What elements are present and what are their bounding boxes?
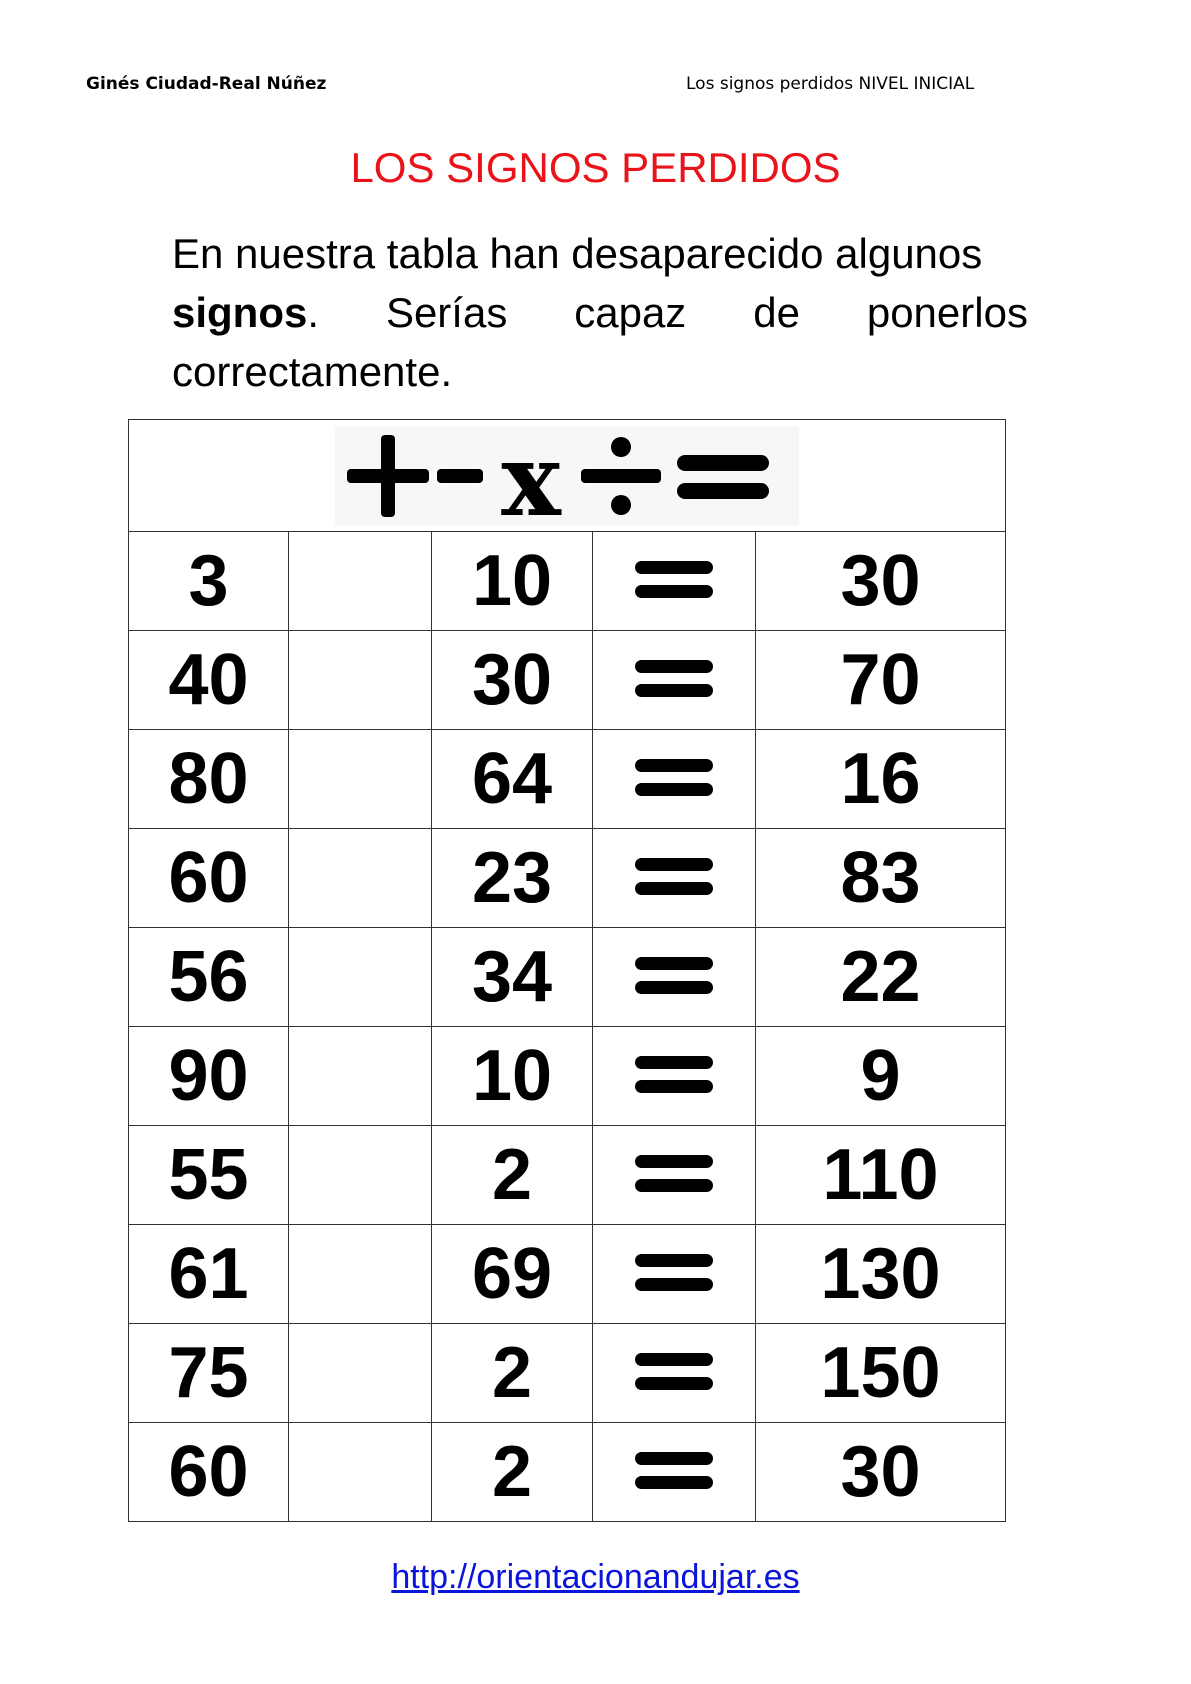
result-number: 16 [756, 730, 1006, 829]
instructions-keyword: signos. [172, 289, 320, 336]
instructions-line-3: correctamente. [172, 348, 453, 395]
equals-sign-icon [633, 1440, 715, 1500]
equals-cell [593, 631, 756, 730]
instructions-word: ponerlos [866, 289, 1028, 336]
missing-sign-cell[interactable] [289, 1324, 432, 1423]
instructions-line-1: En nuestra tabla han desaparecido algunos [172, 230, 983, 277]
first-number: 80 [129, 730, 289, 829]
equals-sign-icon [677, 455, 769, 499]
instructions-word: Serías [385, 289, 508, 336]
first-number: 60 [129, 829, 289, 928]
equals-cell [593, 928, 756, 1027]
table-row [129, 532, 1006, 631]
table-row [129, 730, 1006, 829]
symbols-header-cell [129, 420, 1006, 532]
table-row [129, 1225, 1006, 1324]
table-row [129, 1027, 1006, 1126]
equals-sign-icon [633, 1143, 715, 1203]
result-number: 30 [756, 1423, 1006, 1522]
math-symbols-graphic [337, 431, 797, 521]
first-number: 75 [129, 1324, 289, 1423]
second-number: 10 [432, 532, 593, 631]
second-number: 34 [432, 928, 593, 1027]
times-sign-icon [501, 431, 562, 521]
equals-sign-icon [633, 846, 715, 906]
equals-cell [593, 1126, 756, 1225]
table-row [129, 1324, 1006, 1423]
document-title: Los signos perdidos NIVEL INICIAL [686, 74, 975, 94]
second-number: 69 [432, 1225, 593, 1324]
second-number: 64 [432, 730, 593, 829]
table-row [129, 631, 1006, 730]
first-number: 55 [129, 1126, 289, 1225]
table-row [129, 829, 1006, 928]
math-symbols [335, 426, 799, 526]
equals-sign-icon [633, 1341, 715, 1401]
instructions-line-2 [172, 283, 1028, 342]
second-number: 23 [432, 829, 593, 928]
first-number: 60 [129, 1423, 289, 1522]
second-number: 2 [432, 1324, 593, 1423]
equals-cell [593, 1225, 756, 1324]
svg-text:x: x [501, 430, 561, 521]
second-number: 2 [432, 1423, 593, 1522]
result-number: 110 [756, 1126, 1006, 1225]
minus-sign-icon [437, 469, 483, 483]
second-number: 10 [432, 1027, 593, 1126]
missing-sign-cell[interactable] [289, 1027, 432, 1126]
equals-sign-icon [633, 747, 715, 807]
equals-cell [593, 1027, 756, 1126]
equals-sign-icon [633, 1044, 715, 1104]
equals-cell [593, 532, 756, 631]
missing-sign-cell[interactable] [289, 1423, 432, 1522]
author-name: Ginés Ciudad-Real Núñez [86, 74, 327, 94]
plus-sign-icon [347, 435, 429, 517]
table-row [129, 1126, 1006, 1225]
result-number: 30 [756, 532, 1006, 631]
result-number: 9 [756, 1027, 1006, 1126]
missing-sign-cell[interactable] [289, 631, 432, 730]
missing-sign-cell[interactable] [289, 1225, 432, 1324]
website-link[interactable]: http://orientacionandujar.es [391, 1558, 800, 1596]
divide-sign-icon [581, 437, 661, 515]
instructions [172, 224, 1028, 401]
instructions-word: de [753, 289, 800, 336]
result-number: 130 [756, 1225, 1006, 1324]
result-number: 83 [756, 829, 1006, 928]
equals-cell [593, 829, 756, 928]
result-number: 22 [756, 928, 1006, 1027]
page-title: LOS SIGNOS PERDIDOS [350, 144, 841, 191]
first-number: 40 [129, 631, 289, 730]
first-number: 56 [129, 928, 289, 1027]
equals-cell [593, 730, 756, 829]
missing-sign-cell[interactable] [289, 532, 432, 631]
equals-cell [593, 1423, 756, 1522]
signs-table [128, 419, 1006, 1522]
table-row [129, 1423, 1006, 1522]
missing-sign-cell[interactable] [289, 829, 432, 928]
result-number: 150 [756, 1324, 1006, 1423]
first-number: 61 [129, 1225, 289, 1324]
instructions-word: capaz [574, 289, 687, 336]
first-number: 3 [129, 532, 289, 631]
table-row [129, 928, 1006, 1027]
second-number: 2 [432, 1126, 593, 1225]
equals-cell [593, 1324, 756, 1423]
missing-sign-cell[interactable] [289, 928, 432, 1027]
second-number: 30 [432, 631, 593, 730]
result-number: 70 [756, 631, 1006, 730]
equals-sign-icon [633, 945, 715, 1005]
first-number: 90 [129, 1027, 289, 1126]
missing-sign-cell[interactable] [289, 1126, 432, 1225]
equals-sign-icon [633, 648, 715, 708]
equals-sign-icon [633, 1242, 715, 1302]
equals-sign-icon [633, 549, 715, 609]
missing-sign-cell[interactable] [289, 730, 432, 829]
